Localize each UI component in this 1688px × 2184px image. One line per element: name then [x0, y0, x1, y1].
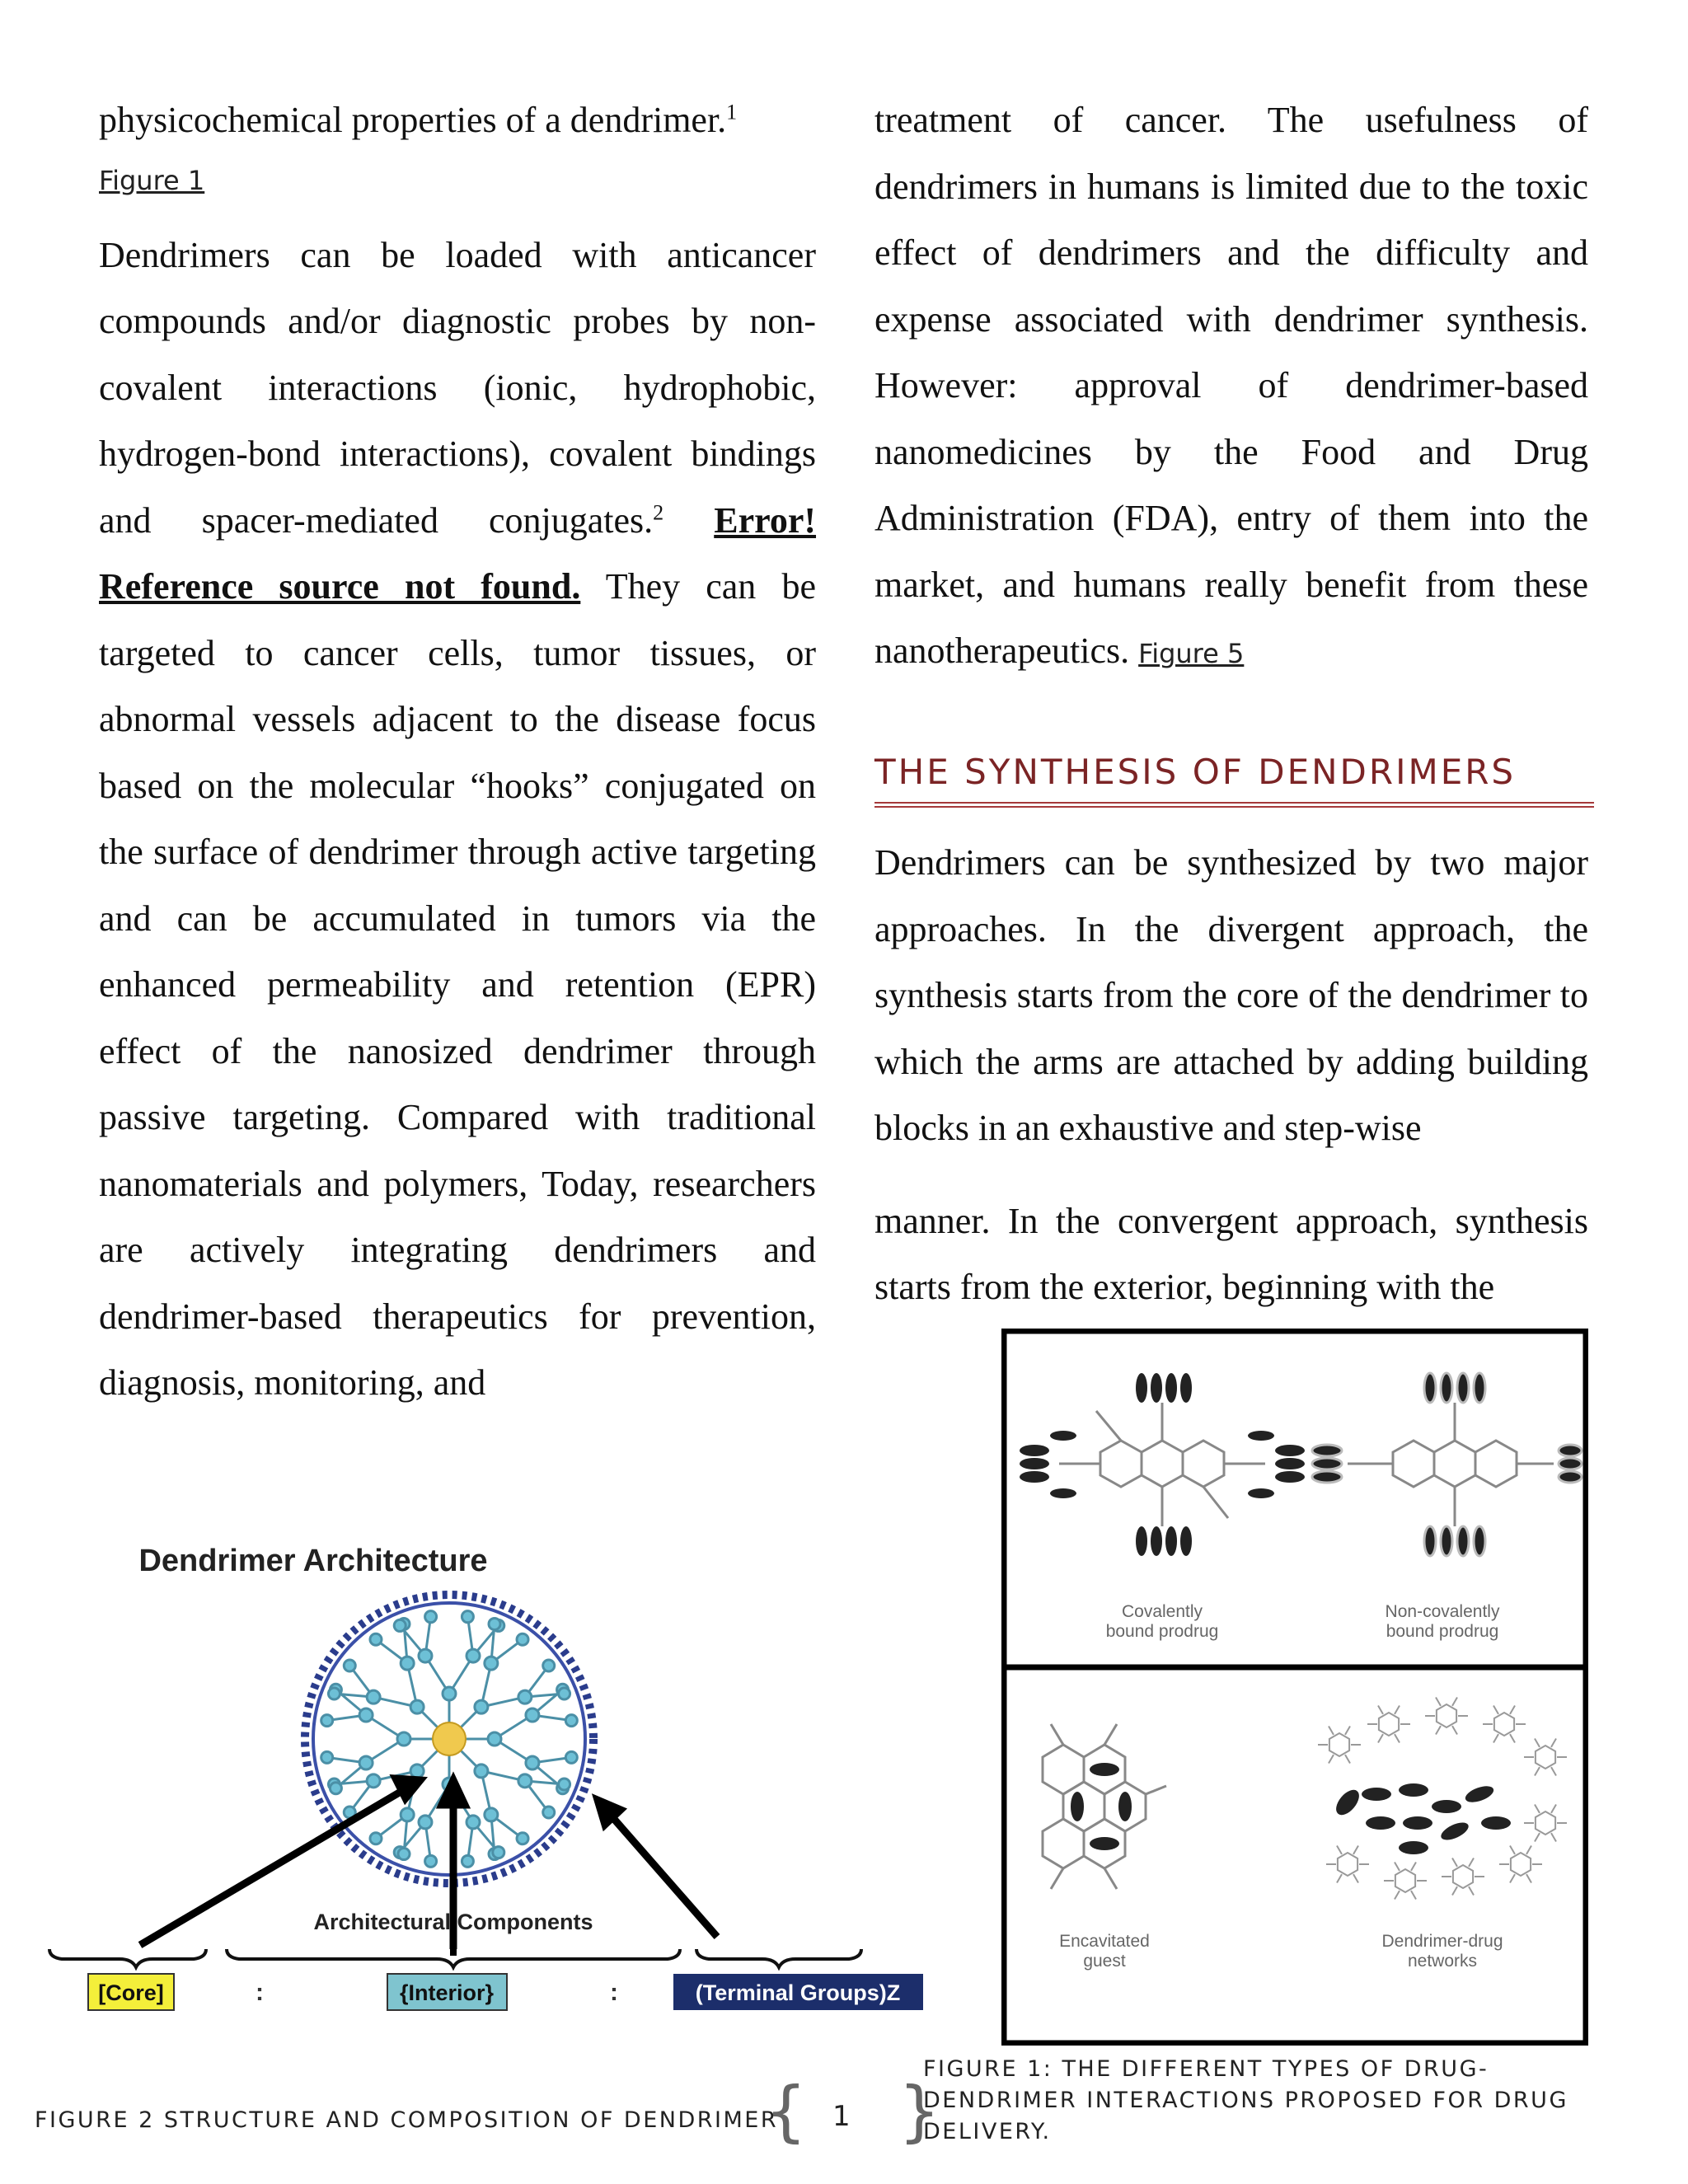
core-label: [Core] [98, 1980, 164, 2005]
label-networks: Dendrimer-drug [1381, 1932, 1503, 1951]
dendrimer-core [433, 1722, 466, 1755]
figure-1-link[interactable]: Figure 1 [99, 164, 205, 196]
footer-brace-left: { [765, 2073, 807, 2149]
svg-text::: : [610, 1979, 618, 2006]
svg-text:Non-covalentlybound prodrug: Non-covalently bound prodrug [1385, 1602, 1500, 1641]
citation-1[interactable]: 1 [726, 100, 738, 124]
terminal-groups-label: (Terminal Groups)Z [695, 1980, 901, 2005]
dendrimer-sphere [305, 1595, 593, 1883]
components-label: Architectural Components [313, 1910, 593, 1934]
page-number: 1 [832, 2100, 851, 2133]
figure-1-caption: FIGURE 1: THE DIFFERENT TYPES OF DRUG- DENDRIMER INTERACTIONS PROPOSED FOR DRUG DELIVERY. [923, 2056, 1568, 2144]
right-paragraph-3: manner. In the convergent approach, synthesis starts from the exterior, beginning with the [874, 1200, 1588, 1307]
interior-label: {Interior} [399, 1980, 495, 2005]
left-paragraph-1: physicochemical properties of a dendrimer.$^1$ [99, 100, 738, 140]
figure-5-link[interactable]: Figure 5 [1138, 638, 1245, 669]
svg-text::: : [256, 1979, 264, 2006]
dendrimer-architecture-figure [33, 1533, 931, 2027]
svg-text:Dendrimer-drugnetworks: Dendrimer-drug networks [1381, 1932, 1503, 1971]
figure-2-caption: FIGURE 2 STRUCTURE AND COMPOSITION OF DENDRIMER [35, 2107, 779, 2133]
right-column [874, 87, 1588, 687]
footer-brace-right: } [898, 2073, 940, 2149]
drug-dendrimer-interactions-figure [1001, 1329, 1588, 2046]
left-column [99, 87, 816, 1417]
citation-2[interactable]: 2 [653, 499, 664, 524]
right-paragraph-1: treatment of cancer. The usefulness of dendrimers in humans is limited due to the toxic effect of dendrimers and the difficulty and expense associated with dendrimer synthesis. However: approval of dendrimer-based nanomedicines by the Food and Drug Administration (FDA), entry of them into the market, and humans really benefit from these nanotherapeutics. Figure 5 [874, 100, 1588, 671]
architecture-title: Dendrimer Architecture [138, 1544, 488, 1578]
svg-text:Encavitatedguest: Encavitated guest [1059, 1932, 1150, 1971]
error-reference: Error! Reference source not found. [99, 499, 817, 607]
label-noncovalent: Non-covalently [1385, 1602, 1500, 1621]
label-encavitated: Encavitated [1059, 1932, 1150, 1951]
label-covalent: Covalently [1121, 1602, 1203, 1621]
left-paragraph-2: Dendrimers can be loaded with anticancer compounds and/or diagnostic probes by non-covalent interactions (ionic, hydrophobic, hydrogen-bond interactions), covalent bindings and spacer-mediated conjugates.$^2$ Error! Reference source not found. They can be targeted to cancer cells, tumor tissues, or abnormal vessels adjacent to the disease focus based on the molecular “hooks” conjugated on the surface of dendrimer through active targeting and can be accumulated in tumors via the enhanced permeability and retention (EPR) effect of the nanosized dendrimer through passive targeting. Compared with traditional nanomaterials and polymers, Today, researchers are actively integrating dendrimers and dendrimer-based therapeutics for prevention, diagnosis, monitoring, and [99, 234, 817, 1403]
svg-text:Covalentlybound prodrug: Covalently bound prodrug [1105, 1602, 1219, 1641]
section-heading: THE SYNTHESIS OF DENDRIMERS [874, 752, 1594, 808]
right-paragraph-2: Dendrimers can be synthesized by two major approaches. In the divergent approach, the synthesis starts from the core of the dendrimer to which the arms are attached by adding building blocks in an exhaustive and step-wise [874, 842, 1588, 1148]
right-column-section [874, 830, 1588, 1321]
